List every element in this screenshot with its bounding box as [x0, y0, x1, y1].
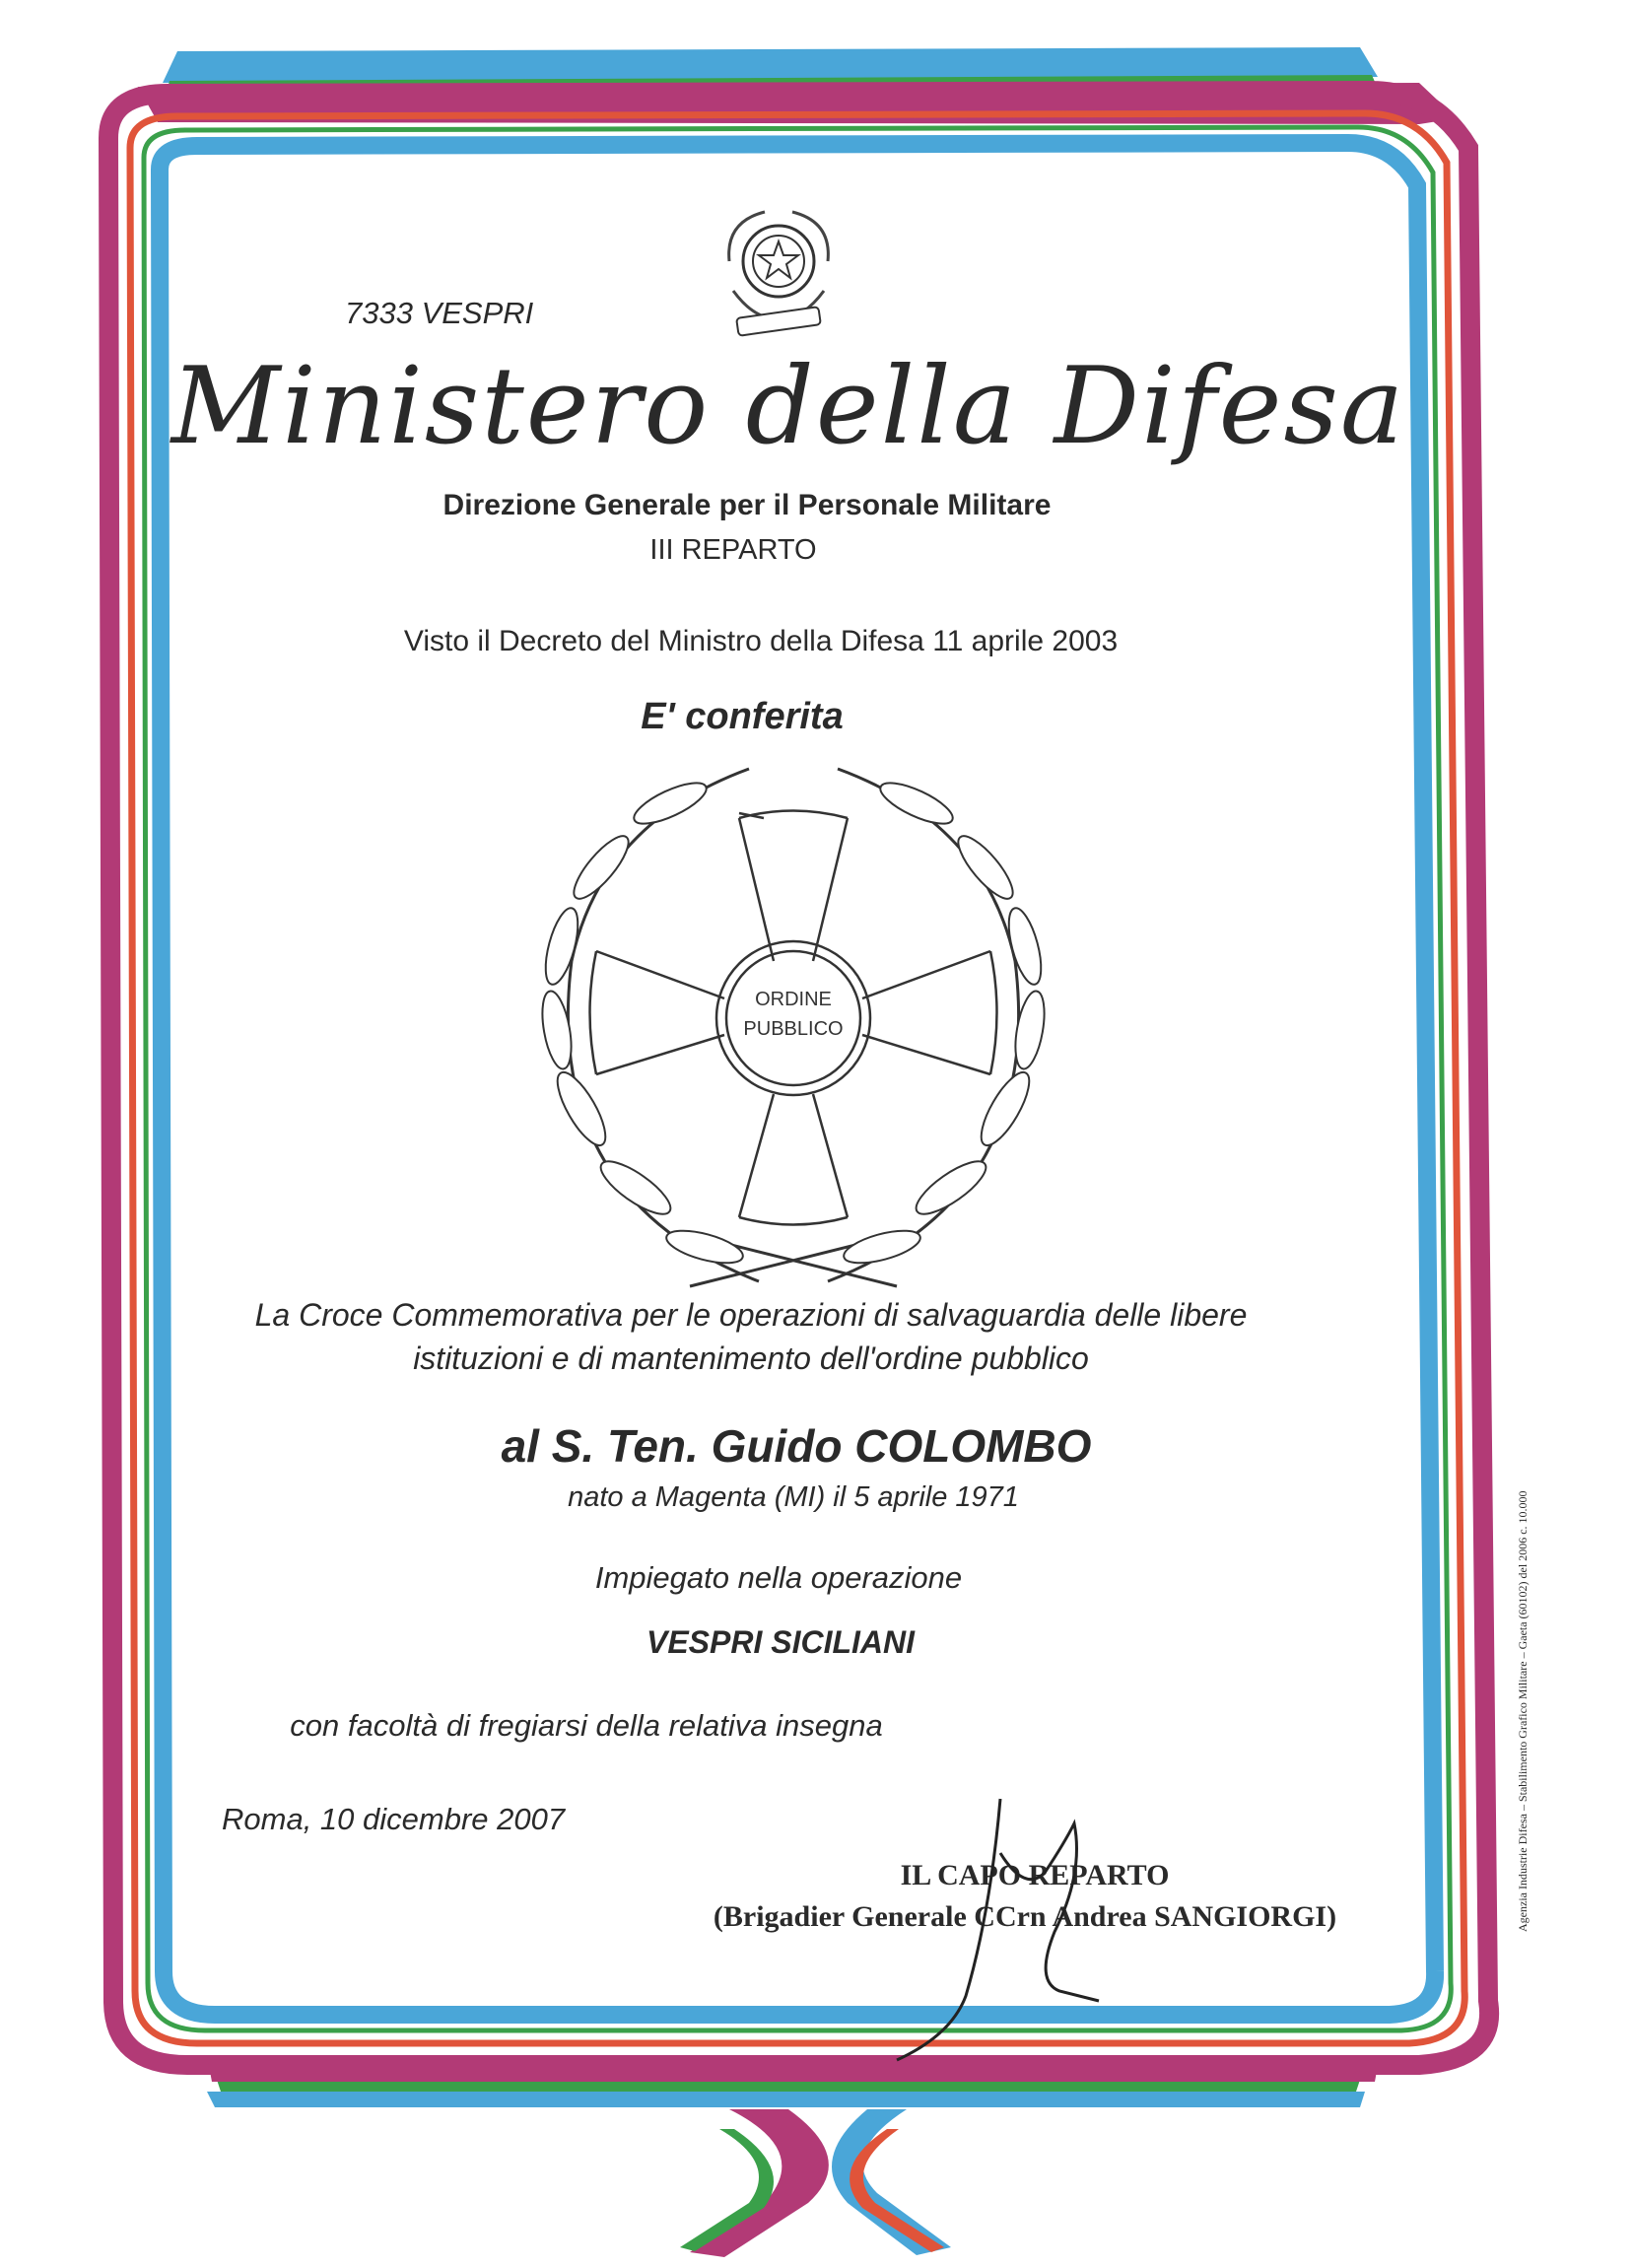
award-description-line1: La Croce Commemorativa per le operazioni di salvaguardia delle libere — [254, 1297, 1248, 1333]
recipient-name: al S. Ten. Guido COLOMBO — [501, 1420, 1092, 1472]
conferred-heading: E' conferita — [641, 696, 844, 737]
medal-label-line1: ORDINE — [755, 989, 832, 1010]
decree-reference: Visto il Decreto del Ministro della Difesa 11 aprile 2003 — [403, 625, 1119, 657]
directorate: Direzione Generale per il Personale Militare — [442, 489, 1052, 521]
birth-details: nato a Magenta (MI) il 5 aprile 1971 — [568, 1481, 1019, 1513]
signatory-name: (Brigadier Generale CCrn Andrea SANGIORGI) — [713, 1900, 1337, 1933]
protocol-number: 7333 VESPRI — [345, 296, 534, 330]
place-and-date: Roma, 10 dicembre 2007 — [222, 1802, 566, 1836]
signatory-title: IL CAPO REPARTO — [900, 1859, 1170, 1891]
faculty-statement: con facoltà di fregiarsi della relativa insegna — [290, 1708, 883, 1743]
medal-label-line2: PUBBLICO — [743, 1018, 844, 1040]
bottom-ribbon-bow — [207, 2055, 1380, 2257]
handwritten-signature — [887, 1794, 1183, 2070]
printer-note: Agenzia Industrie Difesa – Stabilimento Grafico Militare – Gaeta (60102) del 2006 c. 10.000 — [1516, 1490, 1530, 1932]
operation-name: VESPRI SICILIANI — [646, 1624, 916, 1660]
employed-in-operation: Impiegato nella operazione — [594, 1560, 963, 1595]
department: III REPARTO — [649, 534, 817, 566]
award-description-line2: istituzioni e di mantenimento dell'ordine pubblico — [413, 1340, 1089, 1376]
ministry-title: Ministero della Difesa — [170, 345, 1406, 468]
italian-republic-emblem-icon — [715, 202, 842, 340]
